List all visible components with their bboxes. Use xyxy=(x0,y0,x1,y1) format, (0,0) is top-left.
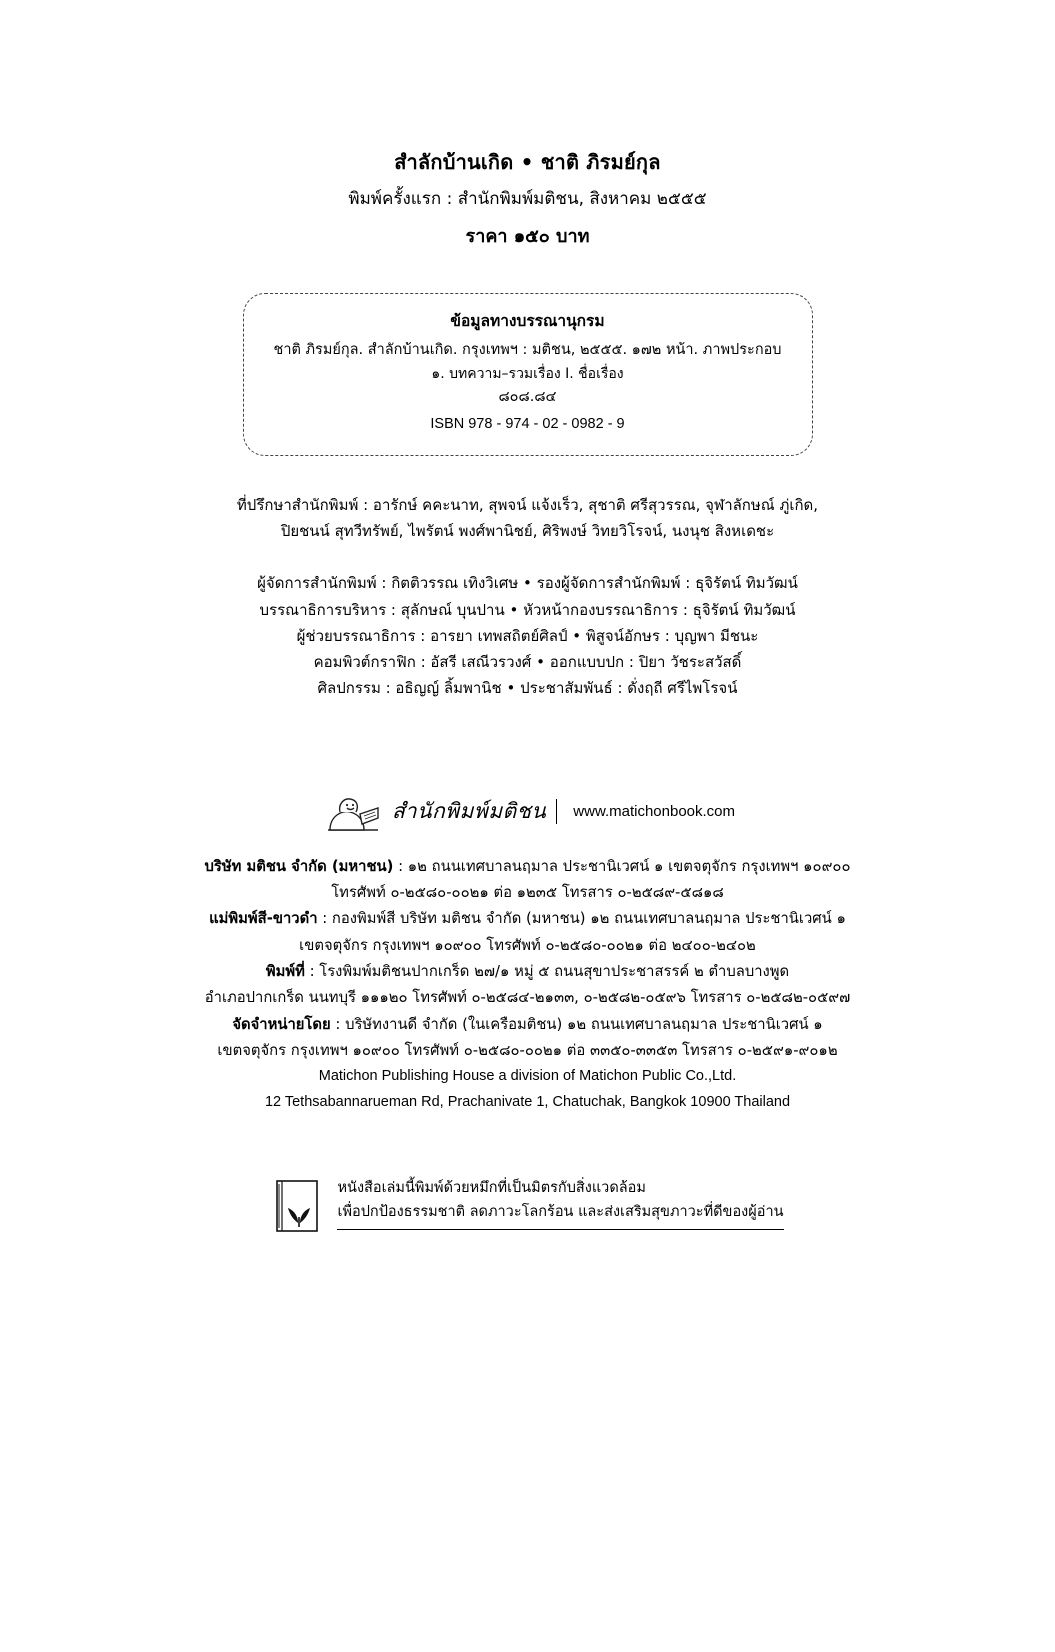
credit-line: บรรณาธิการบริหาร : สุลักษณ์ บุนปาน • หัวหน้ากองบรรณาธิการ : ธุจิรัตน์ ทิมวัฒน์ xyxy=(259,600,796,619)
imprint-label: แม่พิมพ์สี-ขาวดำ xyxy=(209,910,318,928)
imprint-line xyxy=(0,933,1055,959)
cataloging-in-publication-box xyxy=(243,293,813,456)
eco-footer xyxy=(0,1177,1055,1235)
publisher-script-logotype: สำนักพิมพ์มติชน xyxy=(392,799,557,824)
imprint-text: : โรงพิมพ์มติชนปากเกร็ด ๒๗/๑ หมู่ ๕ ถนนสุขาประชาสรรค์ ๒ ตำบลบางพูด xyxy=(304,962,790,980)
advisors-credits xyxy=(0,492,1055,545)
imprint-line xyxy=(0,1012,1055,1038)
credit-line: ศิลปกรรม : อธิญญ์ ลิ้มพานิช • ประชาสัมพันธ์ : ดั่งฤถี ศรีไพโรจน์ xyxy=(317,679,738,698)
imprint-block xyxy=(0,854,1055,1115)
imprint-text: โทรศัพท์ ๐-๒๕๘๐-๐๐๒๑ ต่อ ๑๒๓๕ โทรสาร ๐-๒๕๘๙-๕๘๑๘ xyxy=(331,883,724,901)
price-line: ราคา ๑๕๐ บาท xyxy=(465,225,590,247)
imprint-line xyxy=(0,959,1055,985)
publisher-website[interactable]: www.matichonbook.com xyxy=(573,803,736,821)
credit-line: ที่ปรึกษาสำนักพิมพ์ : อารักษ์ คคะนาท, สุพจน์ แจ้งเร็ว, สุชาติ ศรีสุวรรณ, จุฬาลักษณ์ ภู่เกิด, xyxy=(236,495,819,514)
credit-line: ผู้จัดการสำนักพิมพ์ : กิตติวรรณ เทิงวิเศษ • รองผู้จัดการสำนักพิมพ์ : ธุจิรัตน์ ทิมวัฒน์ xyxy=(257,574,798,593)
imprint-english-line: Matichon Publishing House a division of Matichon Public Co.,Ltd. xyxy=(318,1068,737,1085)
imprint-text: เขตจตุจักร กรุงเทพฯ ๑๐๙๐๐ โทรศัพท์ ๐-๒๕๘๐-๐๐๒๑ ต่อ ๒๔๐๐-๒๔๐๒ xyxy=(299,936,756,954)
imprint-text: เขตจตุจักร กรุงเทพฯ ๑๐๙๐๐ โทรศัพท์ ๐-๒๕๘๐-๐๐๒๑ ต่อ ๓๓๕๐-๓๓๕๓ โทรสาร ๐-๒๕๙๑-๙๐๑๒ xyxy=(217,1041,838,1059)
eco-line: หนังสือเล่มนี้พิมพ์ด้วยหมึกที่เป็นมิตรกับสิ่งแวดล้อม xyxy=(337,1179,646,1196)
cip-subject: ๑. บทความ–รวมเรื่อง I. ชื่อเรื่อง xyxy=(431,366,624,383)
credit-line: ผู้ช่วยบรรณาธิการ : อารยา เทพสถิตย์ศิลป์ • พิสูจน์อักษร : บุญพา มีชนะ xyxy=(296,626,759,645)
credit-line: ปิยชนน์ สุทวีทรัพย์, ไพรัตน์ พงศ์พานิชย์, ศิริพงษ์ วิทยวิโรจน์, นงนุช สิงหเดชะ xyxy=(280,522,775,541)
imprint-text: อำเภอปากเกร็ด นนทบุรี ๑๑๑๒๐ โทรศัพท์ ๐-๒๕๘๔-๒๑๓๓, ๐-๒๕๘๒-๐๕๙๖ โทรสาร ๐-๒๕๘๒-๐๕๙๗ xyxy=(204,989,851,1007)
publisher-logo-row xyxy=(0,786,1055,838)
staff-credits xyxy=(0,570,1055,701)
imprint-line xyxy=(0,880,1055,906)
credit-line: คอมพิวต์กราฟิก : อัสรี เสณีวรวงศ์ • ออกแบบปก : ปิยา วัชระสวัสดิ์ xyxy=(313,653,742,672)
imprint-line xyxy=(0,906,1055,932)
eco-line: เพื่อปกป้องธรรมชาติ ลดภาวะโลกร้อน และส่งเสริมสุขภาวะที่ดีของผู้อ่าน xyxy=(337,1203,784,1220)
imprint-text: : บริษัทงานดี จำกัด (ในเครือมติชน) ๑๒ ถนนเทศบาลนฤมาล ประชานิเวศน์ ๑ xyxy=(330,1015,823,1033)
imprint-line xyxy=(0,1038,1055,1064)
imprint-line xyxy=(0,985,1055,1011)
isbn: ISBN 978 - 974 - 02 - 0982 - 9 xyxy=(430,416,625,433)
cip-citation: ชาติ ภิรมย์กุล. สำลักบ้านเกิด. กรุงเทพฯ : มติชน, ๒๕๕๕. ๑๗๒ หน้า. ภาพประกอบ xyxy=(273,342,782,359)
eco-book-leaf-icon xyxy=(271,1177,323,1235)
copyright-page xyxy=(0,148,1055,1652)
imprint-line xyxy=(0,854,1055,880)
imprint-label: พิมพ์ที่ xyxy=(265,962,305,980)
imprint-label: จัดจำหน่ายโดย xyxy=(232,1015,331,1033)
page-header xyxy=(0,148,1055,249)
eco-message xyxy=(337,1177,783,1230)
imprint-label: บริษัท มติชน จำกัด (มหาชน) xyxy=(204,857,394,875)
matichon-logo-icon xyxy=(320,786,386,838)
book-title: สำลักบ้านเกิด • ชาติ ภิรมย์กุล xyxy=(394,150,661,174)
cip-title: ข้อมูลทางบรรณานุกรม xyxy=(450,311,605,330)
imprint-text: : ๑๒ ถนนเทศบาลนฤมาล ประชานิเวศน์ ๑ เขตจตุจักร กรุงเทพฯ ๑๐๙๐๐ xyxy=(393,857,851,875)
cip-classification: ๘๐๘.๘๔ xyxy=(498,389,557,406)
edition-line: พิมพ์ครั้งแรก : สำนักพิมพ์มติชน, สิงหาคม ๒๕๕๕ xyxy=(348,189,707,209)
imprint-english-line: 12 Tethsabannarueman Rd, Prachanivate 1, Chatuchak, Bangkok 10900 Thailand xyxy=(264,1093,791,1110)
imprint-text: : กองพิมพ์สี บริษัท มติชน จำกัด (มหาชน) ๑๒ ถนนเทศบาลนฤมาล ประชานิเวศน์ ๑ xyxy=(317,910,846,928)
